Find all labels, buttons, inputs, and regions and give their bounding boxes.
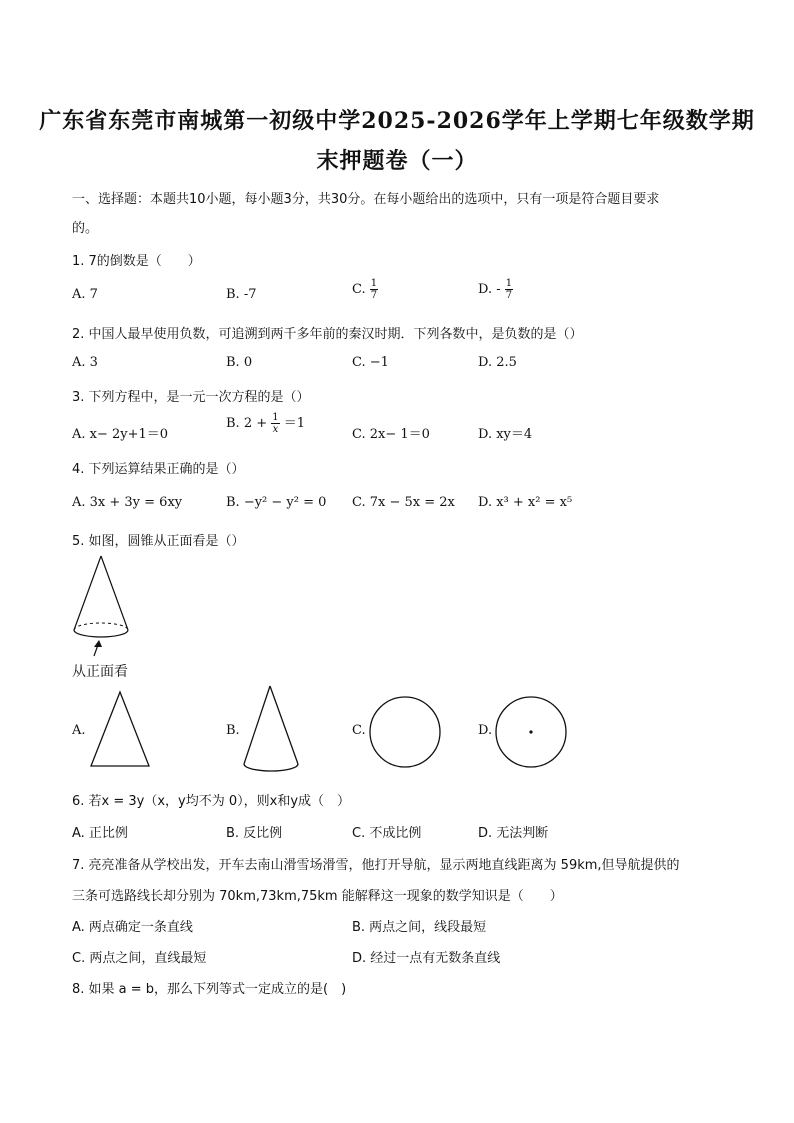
q3-option-d: D. xy＝4 [478,427,533,442]
q7-option-d: D. 经过一点有无数条直线 [352,951,501,966]
q3-option-b-fraction [271,412,279,435]
q4-option-d: D. x³ + x² = x⁵ [478,495,573,510]
q3-option-a: A. x− 2y+1＝0 [72,427,169,442]
q1-d-numerator: 1 [505,278,513,289]
q2-option-d: D. 2.5 [478,355,517,370]
q1-option-b: B. -7 [226,287,257,302]
triangle-shape [91,692,149,766]
q1-option-c [352,278,378,301]
q6-option-b: B. 反比例 [226,826,283,841]
q5-option-b-label: B. [226,723,240,738]
cone-figure [68,552,138,658]
q5-option-d-circle-with-center [492,693,570,771]
q3-option-b-prefix: B. 2 + [226,416,268,431]
q5-option-a-label: A. [72,723,86,738]
q5-option-d-label: D. [478,723,493,738]
question-6-stem: 6. 若x = 3y（x，y均不为 0），则x和y成（ ） [72,794,351,809]
q6-option-c: C. 不成比例 [352,826,422,841]
circle-shape [370,697,440,767]
q1-option-c-prefix: C. [352,282,366,297]
q1-option-c-fraction [370,278,378,301]
q5-option-c-circle [366,693,444,771]
cone-base-back-dashed [74,623,128,630]
cone-left-edge [74,556,101,630]
question-5-stem: 5. 如图，圆锥从正面看是（） [72,534,245,549]
q6-option-d: D. 无法判断 [478,826,549,841]
question-7-stem-cont: 三条可选路线长却分别为 70km,73km,75km 能解释这一现象的数学知识是（ ） [72,889,563,904]
front-view-label: 从正面看 [72,664,128,680]
question-7-stem: 7. 亮亮准备从学校出发，开车去南山滑雪场滑雪，他打开导航，显示两地直线距离为 59km,但导航提供的 [72,858,680,873]
q3-b-numerator: 1 [272,412,279,423]
q5-option-a-triangle [88,690,152,770]
q2-option-a: A. 3 [72,355,98,370]
q6-option-a: A. 正比例 [72,826,128,841]
q4-option-b: B. −y² − y² = 0 [226,495,327,510]
document-title-line1: 广东省东莞市南城第一初级中学2025-2026学年上学期七年级数学期 [39,108,755,134]
q1-option-a: A. 7 [72,287,98,302]
q7-option-c: C. 两点之间，直线最短 [72,951,207,966]
q2-option-c: C. −1 [352,355,389,370]
section-heading: 一、选择题：本题共10小题，每小题3分，共30分。在每小题给出的选项中，只有一项是符合题目要求 [72,192,660,207]
question-4-stem: 4. 下列运算结果正确的是（） [72,462,245,477]
q5-option-b-cone [240,684,304,776]
q3-b-denominator: x [272,424,279,435]
document-title-line2: 末押题卷（一） [316,148,478,174]
q4-option-a: A. 3x + 3y = 6xy [72,495,183,510]
q1-option-d-fraction [505,278,513,301]
q1-option-d-prefix: D. - [478,282,501,297]
q7-option-a: A. 两点确定一条直线 [72,920,193,935]
q1-c-numerator: 1 [370,278,378,289]
q4-option-c: C. 7x − 5x = 2x [352,495,455,510]
q2-option-b: B. 0 [226,355,253,370]
question-3-stem: 3. 下列方程中，是一元一次方程的是（） [72,390,310,405]
q3-option-c: C. 2x− 1＝0 [352,427,430,442]
q3-option-b-suffix: ＝1 [283,416,306,431]
q3-option-b [226,412,305,435]
q7-option-b: B. 两点之间，线段最短 [352,920,487,935]
cone-b-right-edge [270,686,298,764]
view-arrow-head [94,640,102,647]
cone-base-front [74,630,128,637]
cone-b-left-edge [244,686,270,764]
q1-c-denominator: 7 [370,290,378,301]
question-8-stem: 8. 如果 a = b，那么下列等式一定成立的是( ) [72,982,347,997]
question-2-stem: 2. 中国人最早使用负数，可追溯到两千多年前的秦汉时期．下列各数中，是负数的是（） [72,327,583,342]
circle-center-point [529,730,532,733]
q1-option-d [478,278,513,301]
section-heading-cont: 的。 [72,221,99,236]
question-1-stem: 1. 7的倒数是（ ） [72,254,201,269]
cone-right-edge [101,556,128,630]
q5-option-c-label: C. [352,723,366,738]
q1-d-denominator: 7 [505,290,513,301]
cone-b-base [244,764,298,771]
